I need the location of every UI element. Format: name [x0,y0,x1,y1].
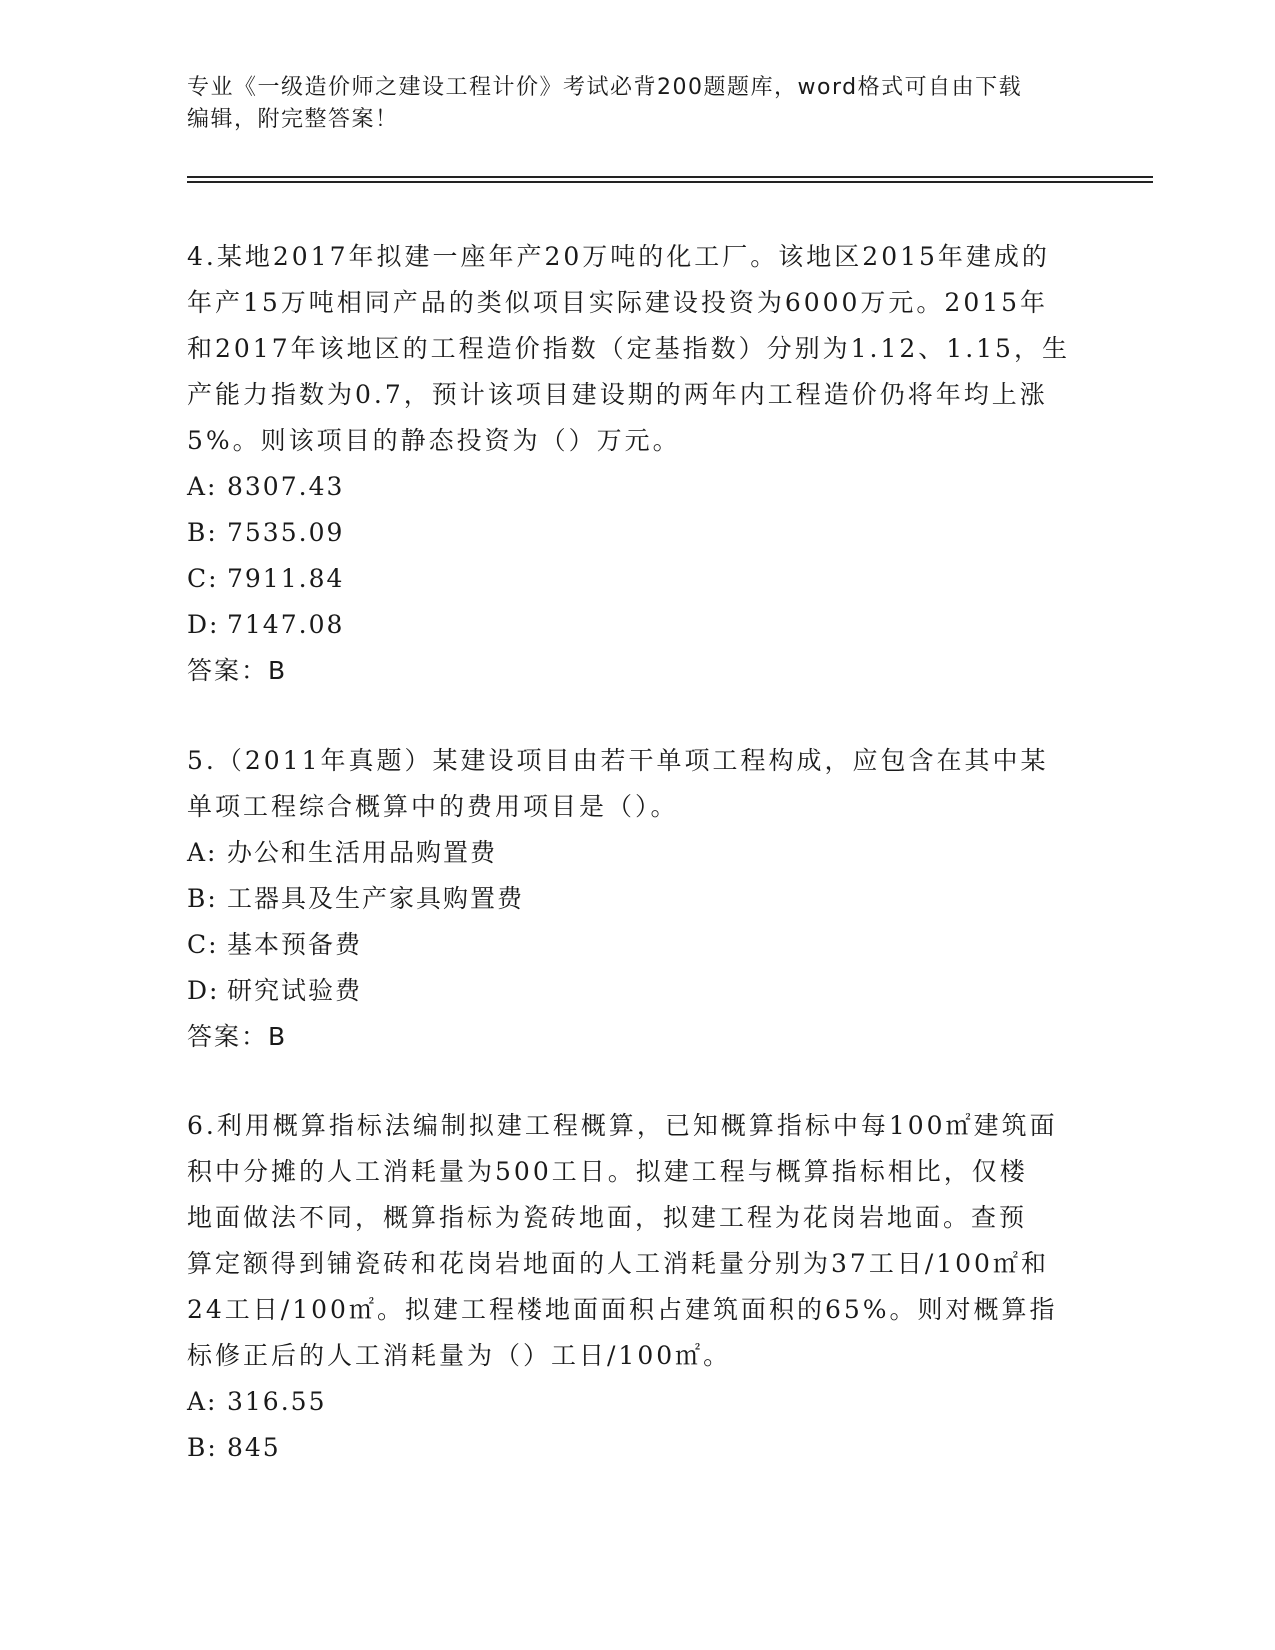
question-stem-line: 6.利用概算指标法编制拟建工程概算，已知概算指标中每100㎡建筑面 [187,1111,1058,1140]
question-stem-line: 4.某地2017年拟建一座年产20万吨的化工厂。该地区2015年建成的 [187,242,1050,271]
document-header [187,72,1077,136]
option-a [187,1379,1077,1425]
header-line-2: 编辑，附完整答案！ [187,107,399,132]
answer-line: 答案：B [187,656,288,685]
question-4 [187,234,1077,694]
option-key: D: [187,610,220,639]
option-text: 办公和生活用品购置费 [227,838,498,867]
header-divider-bottom [187,181,1153,183]
option-key: A: [187,472,218,501]
option-key: A: [187,1387,218,1416]
option-key: D: [187,976,220,1005]
question-stem-line: 标修正后的人工消耗量为（）工日/100㎡。 [187,1341,732,1370]
option-text: 845 [227,1433,281,1462]
option-b [187,510,1077,556]
option-b [187,876,1077,922]
option-b [187,1425,1077,1471]
question-stem-line: 单项工程综合概算中的费用项目是（）。 [187,792,679,821]
option-key: B: [187,1433,218,1462]
question-stem-line: 产能力指数为0.7，预计该项目建设期的两年内工程造价仍将年均上涨 [187,380,1048,409]
option-d [187,602,1077,648]
question-5 [187,738,1077,1060]
option-text: 7147.08 [227,610,345,639]
option-a [187,830,1077,876]
option-text: 研究试验费 [227,976,363,1005]
option-text: 7911.84 [227,564,345,593]
option-key: B: [187,518,218,547]
option-d [187,968,1077,1014]
option-key: B: [187,884,218,913]
question-stem-line: 积中分摊的人工消耗量为500工日。拟建工程与概算指标相比，仅楼 [187,1157,1028,1186]
question-6 [187,1103,1077,1471]
question-stem-line: 地面做法不同，概算指标为瓷砖地面，拟建工程为花岗岩地面。查预 [187,1203,1028,1232]
option-text: 7535.09 [227,518,345,547]
option-c [187,922,1077,968]
option-text: 316.55 [227,1387,327,1416]
question-stem-line: 24工日/100㎡。拟建工程楼地面面积占建筑面积的65%。则对概算指 [187,1295,1058,1324]
option-key: A: [187,838,218,867]
option-c [187,556,1077,602]
option-a [187,464,1077,510]
option-key: C: [187,930,219,959]
option-text: 工器具及生产家具购置费 [227,884,525,913]
question-stem-line: 和2017年该地区的工程造价指数（定基指数）分别为1.12、1.15，生 [187,334,1070,363]
answer-line: 答案：B [187,1022,288,1051]
header-divider-top [187,176,1153,178]
question-stem-line: 5.（2011年真题）某建设项目由若干单项工程构成，应包含在其中某 [187,746,1049,775]
header-line-1: 专业《一级造价师之建设工程计价》考试必背200题题库，word格式可自由下载 [187,75,1023,100]
option-key: C: [187,564,219,593]
option-text: 基本预备费 [227,930,363,959]
question-stem-line: 算定额得到铺瓷砖和花岗岩地面的人工消耗量分别为37工日/100㎡和 [187,1249,1049,1278]
question-stem-line: 5%。则该项目的静态投资为（）万元。 [187,426,681,455]
question-stem-line: 年产15万吨相同产品的类似项目实际建设投资为6000万元。2015年 [187,288,1049,317]
option-text: 8307.43 [227,472,345,501]
